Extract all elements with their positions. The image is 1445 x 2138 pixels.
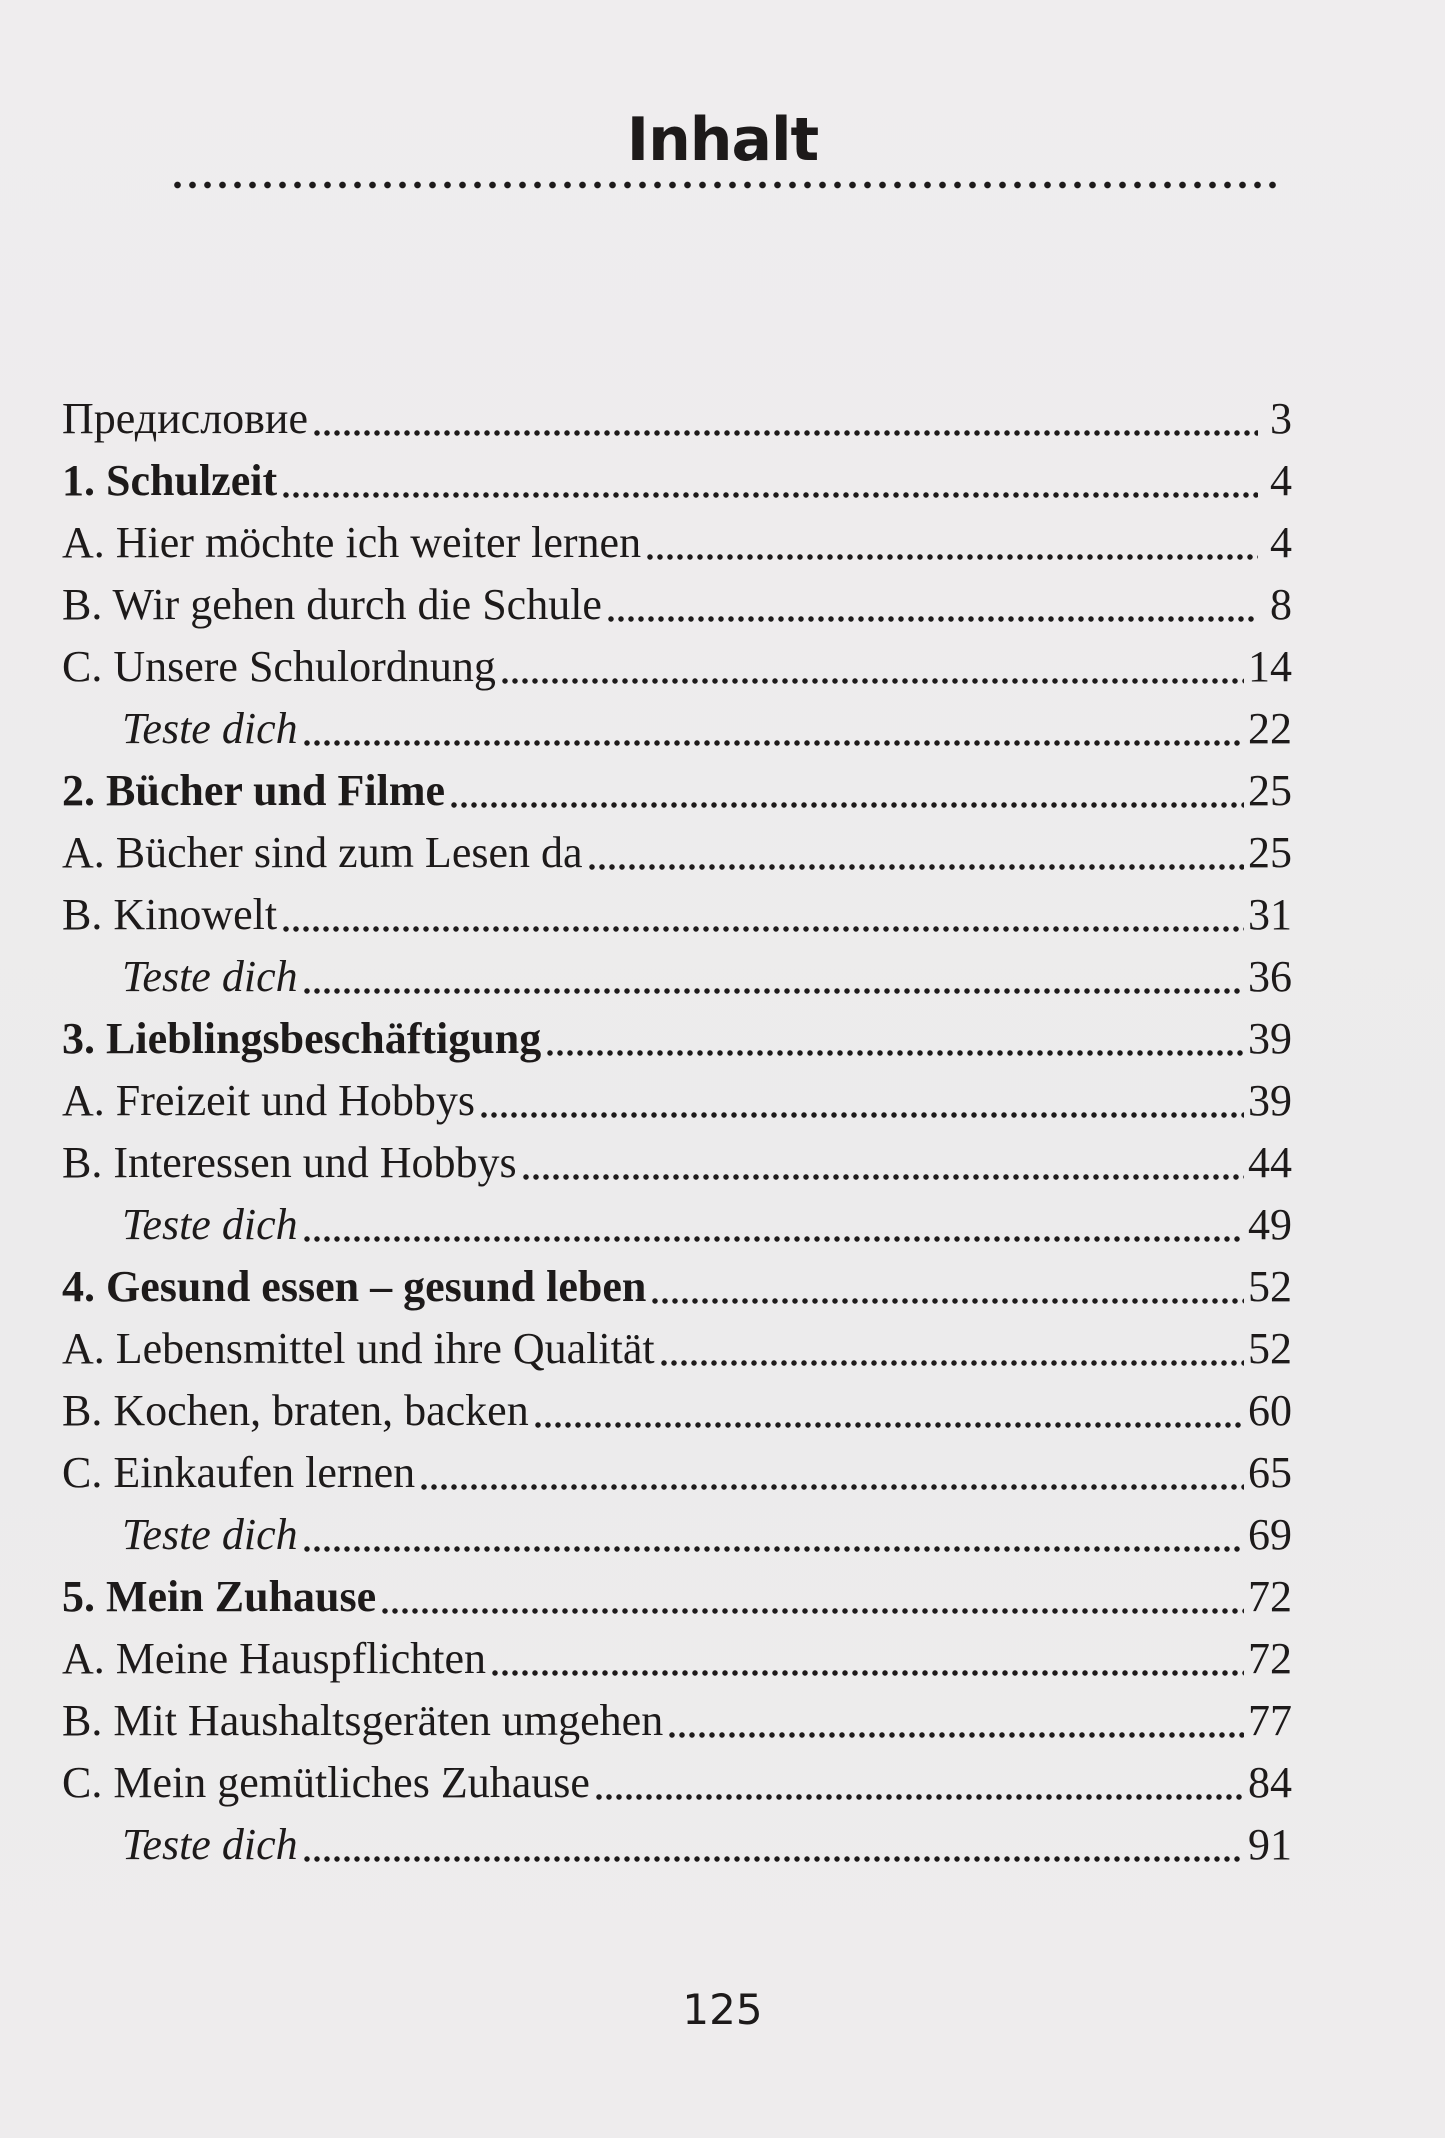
toc-entry-label: A. Bücher sind zum Lesen da — [62, 828, 583, 877]
toc-entry — [62, 388, 1292, 450]
toc-entry — [62, 636, 1292, 698]
toc-entry — [62, 450, 1292, 512]
toc-entry-page: 8 — [1270, 580, 1292, 629]
toc-entry — [62, 512, 1292, 574]
toc-entry — [62, 1008, 1292, 1070]
toc-entry-label: C. Unsere Schulordnung — [62, 642, 496, 691]
table-of-contents — [62, 388, 1292, 1876]
toc-entry-page: 31 — [1248, 890, 1292, 939]
dot-leader — [521, 1172, 1244, 1182]
toc-entry-page: 4 — [1270, 518, 1292, 567]
toc-entry-label: Teste dich — [122, 1820, 298, 1869]
toc-entry — [62, 1318, 1292, 1380]
dot-leader — [667, 1730, 1244, 1740]
dot-leader — [419, 1482, 1244, 1492]
toc-entry-label: B. Wir gehen durch die Schule — [62, 580, 602, 629]
dot-leader — [500, 676, 1244, 686]
toc-entry-page: 25 — [1248, 766, 1292, 815]
dot-leader — [302, 1234, 1244, 1244]
toc-entry — [62, 1690, 1292, 1752]
dot-leader — [645, 552, 1258, 562]
toc-entry — [62, 574, 1292, 636]
toc-entry-label: Teste dich — [122, 1510, 298, 1559]
toc-entry-page: 65 — [1248, 1448, 1292, 1497]
toc-entry-page: 77 — [1248, 1696, 1292, 1745]
toc-entry — [62, 1752, 1292, 1814]
toc-entry-label: B. Interessen und Hobbys — [62, 1138, 517, 1187]
toc-entry-page: 49 — [1248, 1200, 1292, 1249]
dot-leader — [533, 1420, 1244, 1430]
toc-entry — [62, 1380, 1292, 1442]
dot-leader — [281, 490, 1258, 500]
toc-entry-label: C. Mein gemütliches Zuhause — [62, 1758, 590, 1807]
toc-entry-page: 3 — [1270, 394, 1292, 443]
toc-entry-label: A. Meine Hauspflichten — [62, 1634, 486, 1683]
toc-entry-label: B. Kinowelt — [62, 890, 278, 939]
toc-entry-label: C. Einkaufen lernen — [62, 1448, 416, 1497]
dot-leader — [545, 1048, 1244, 1058]
toc-entry-label: 1. Schulzeit — [62, 456, 278, 505]
dot-leader — [302, 738, 1244, 748]
dot-leader — [650, 1296, 1244, 1306]
toc-entry-label: Teste dich — [122, 952, 298, 1001]
title-dotted-rule — [170, 178, 1280, 192]
toc-entry-page: 44 — [1248, 1138, 1292, 1187]
page-number: 125 — [682, 1985, 763, 2034]
toc-entry-label: Teste dich — [122, 1200, 298, 1249]
toc-entry — [62, 822, 1292, 884]
dot-leader — [449, 800, 1244, 810]
toc-entry-page: 52 — [1248, 1324, 1292, 1373]
toc-entry — [62, 1194, 1292, 1256]
dot-leader — [281, 924, 1244, 934]
dot-leader — [659, 1358, 1244, 1368]
toc-entry-page: 39 — [1248, 1014, 1292, 1063]
toc-entry — [62, 1504, 1292, 1566]
toc-entry-label: 4. Gesund essen – gesund leben — [62, 1262, 647, 1311]
toc-entry — [62, 1070, 1292, 1132]
toc-entry-page: 91 — [1248, 1820, 1292, 1869]
toc-entry-page: 72 — [1248, 1572, 1292, 1621]
toc-entry — [62, 1814, 1292, 1876]
dot-leader — [587, 862, 1244, 872]
toc-entry — [62, 698, 1292, 760]
toc-entry-label: B. Mit Haushaltsgeräten umgehen — [62, 1696, 664, 1745]
toc-entry — [62, 1566, 1292, 1628]
toc-entry-page: 60 — [1248, 1386, 1292, 1435]
toc-entry-page: 25 — [1248, 828, 1292, 877]
dot-leader — [302, 986, 1244, 996]
dot-leader — [606, 614, 1258, 624]
dot-leader — [490, 1668, 1244, 1678]
toc-entry-page: 39 — [1248, 1076, 1292, 1125]
toc-entry-page: 36 — [1248, 952, 1292, 1001]
toc-entry-page: 72 — [1248, 1634, 1292, 1683]
toc-entry-label: B. Kochen, braten, backen — [62, 1386, 529, 1435]
dot-leader — [479, 1110, 1244, 1120]
dot-leader — [302, 1854, 1244, 1864]
toc-entry-label: A. Hier möchte ich weiter lernen — [62, 518, 642, 567]
toc-entry-page: 22 — [1248, 704, 1292, 753]
toc-entry-label: 3. Lieblingsbeschäftigung — [62, 1014, 542, 1063]
toc-entry-page: 69 — [1248, 1510, 1292, 1559]
toc-entry-label: Предисловие — [62, 394, 308, 443]
toc-entry-label: A. Freizeit und Hobbys — [62, 1076, 476, 1125]
page-title: Inhalt — [626, 105, 819, 175]
toc-entry — [62, 1628, 1292, 1690]
toc-entry-page: 4 — [1270, 456, 1292, 505]
toc-entry-label: A. Lebensmittel und ihre Qualität — [62, 1324, 655, 1373]
toc-entry-label: 2. Bücher und Filme — [62, 766, 446, 815]
dot-leader — [380, 1606, 1244, 1616]
toc-entry — [62, 884, 1292, 946]
toc-entry-page: 84 — [1248, 1758, 1292, 1807]
toc-entry-label: 5. Mein Zuhause — [62, 1572, 377, 1621]
dot-leader — [594, 1792, 1244, 1802]
toc-entry-label: Teste dich — [122, 704, 298, 753]
dot-leader — [312, 428, 1258, 438]
toc-entry-page: 52 — [1248, 1262, 1292, 1311]
toc-entry — [62, 1256, 1292, 1318]
toc-entry — [62, 1442, 1292, 1504]
toc-entry — [62, 946, 1292, 1008]
toc-entry-page: 14 — [1248, 642, 1292, 691]
toc-entry — [62, 760, 1292, 822]
toc-entry — [62, 1132, 1292, 1194]
dot-leader — [302, 1544, 1244, 1554]
